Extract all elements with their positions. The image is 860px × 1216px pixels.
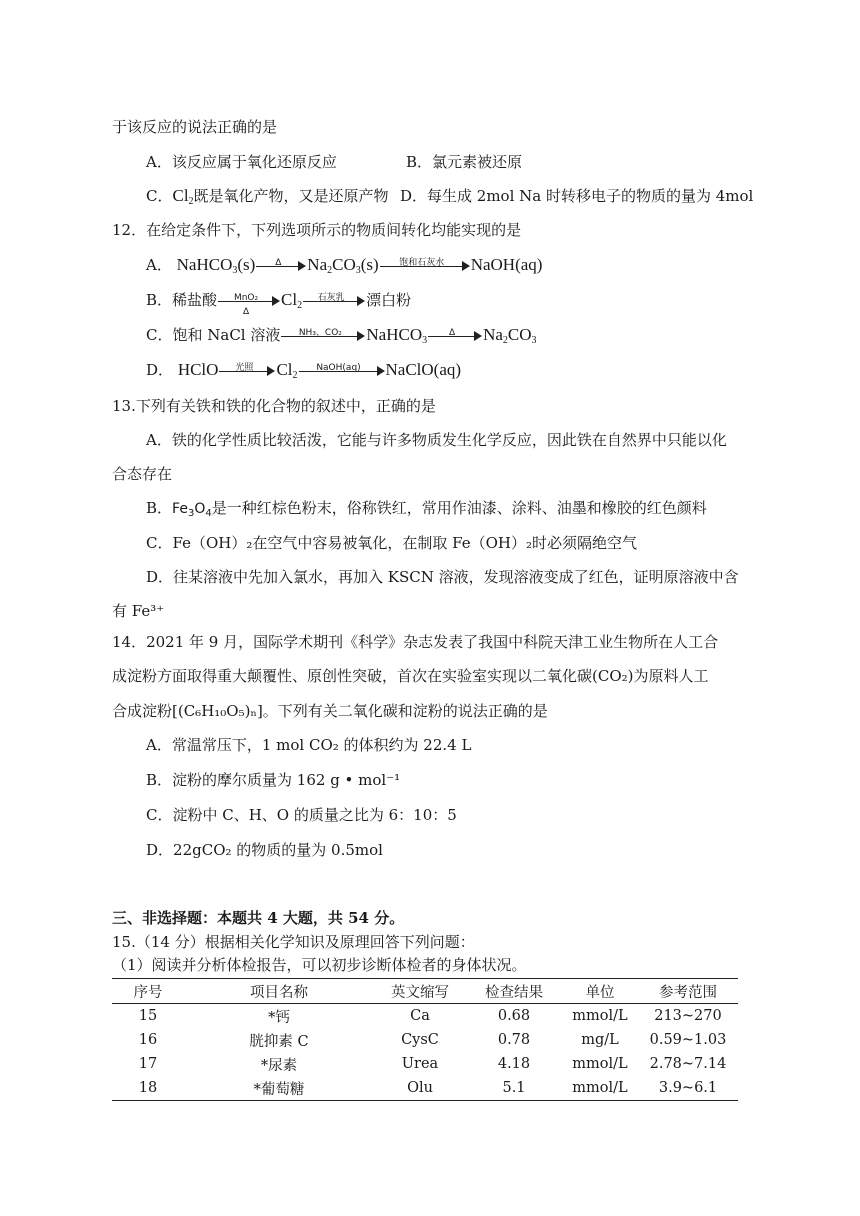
table-row bbox=[112, 1052, 738, 1076]
q12-d-label: D． bbox=[146, 361, 174, 379]
q12-c-product: $Na_2CO_3$ bbox=[483, 325, 537, 346]
q12-option-a bbox=[146, 255, 542, 277]
q13-option-a-line2: 合态存在 bbox=[112, 465, 173, 483]
q14-option-a: A．常温常压下，1 mol CO₂ 的体积约为 22.4 L bbox=[146, 736, 472, 754]
table-cell: 0.68 bbox=[497, 1008, 531, 1024]
health-report-table bbox=[112, 978, 738, 1101]
table-cell: Urea bbox=[401, 1056, 439, 1072]
q12-option-d bbox=[146, 360, 461, 382]
q13-stem: 13.下列有关铁和铁的化合物的叙述中，正确的是 bbox=[112, 397, 436, 415]
q12-b-start: 稀盐酸 bbox=[172, 291, 218, 309]
header-cell: 检查结果 bbox=[466, 979, 562, 1004]
table-header-row bbox=[112, 979, 738, 1004]
table-cell: mg/L bbox=[581, 1032, 619, 1048]
q12-c-intermediate: NaHCO$_3$ bbox=[366, 325, 428, 346]
q12-b-arrow2 bbox=[303, 291, 365, 311]
q11-option-a: A．该反应属于氧化还原反应 bbox=[146, 153, 337, 171]
q11-option-c-prefix: C． bbox=[146, 187, 173, 205]
table-cell: CysC bbox=[401, 1032, 439, 1048]
q11-option-c bbox=[146, 186, 389, 206]
table-cell: 0.78 bbox=[497, 1032, 531, 1048]
q12-c-arrow1-condition: NH₃、CO₂ bbox=[298, 328, 342, 338]
q11-option-b: B．氯元素被还原 bbox=[406, 153, 523, 171]
table-cell: *葡萄糖 bbox=[184, 1076, 374, 1101]
q14-option-d: D．22gCO₂ 的物质的量为 0.5mol bbox=[146, 841, 383, 859]
table-cell: 5.1 bbox=[466, 1076, 562, 1101]
q12-a-reactant: NaHCO$_3$(s) bbox=[176, 255, 256, 276]
q12-d-intermediate: $Cl_2$ bbox=[276, 360, 298, 381]
q13-formula-fe3o4: $Fe_3O_4$ bbox=[172, 501, 212, 519]
q12-d-arrow1 bbox=[219, 361, 275, 381]
q14-stem-line3: 合成淀粉[(C₆H₁₀O₅)ₙ]。下列有关二氧化碳和淀粉的说法正确的是 bbox=[112, 702, 548, 720]
q12-c-label: C． bbox=[146, 326, 173, 344]
q12-d-product: NaClO(aq) bbox=[385, 360, 462, 379]
q14-stem-line1: 14．2021 年 9 月，国际学术期刊《科学》杂志发表了我国中科院天津工业生物所在人工合 bbox=[112, 633, 719, 651]
q11-stem-tail: 于该反应的说法正确的是 bbox=[112, 118, 278, 136]
q12-a-intermediate: $Na_2CO_3(s)$ bbox=[307, 255, 379, 276]
section-3-title: 三、非选择题：本题共 4 大题，共 54 分。 bbox=[112, 909, 405, 927]
q12-b-arrow1 bbox=[218, 291, 280, 317]
q12-a-product: NaOH(aq) bbox=[470, 255, 543, 274]
header-cell: 英文缩写 bbox=[374, 979, 466, 1004]
header-cell: 项目名称 bbox=[184, 979, 374, 1004]
table-cell: 胱抑素 C bbox=[249, 1033, 309, 1050]
q12-c-arrow2-condition: Δ bbox=[449, 328, 456, 338]
q12-c-start: 饱和 NaCl 溶液 bbox=[172, 326, 281, 344]
q12-b-label: B． bbox=[146, 291, 173, 309]
table-cell: 16 bbox=[138, 1032, 158, 1048]
table-cell: 18 bbox=[112, 1076, 184, 1101]
q14-option-c: C．淀粉中 C、H、O 的质量之比为 6：10：5 bbox=[146, 806, 457, 824]
table-cell: mmol/L bbox=[572, 1056, 628, 1072]
table-cell: 4.18 bbox=[497, 1056, 531, 1072]
q12-d-arrow2 bbox=[299, 361, 385, 381]
q12-a-arrow1-condition: Δ bbox=[275, 258, 282, 268]
q11-option-c-text: 既是氧化产物，又是还原产物 bbox=[193, 187, 389, 205]
table-cell: 2.78~7.14 bbox=[649, 1056, 727, 1072]
table-cell: 15 bbox=[138, 1008, 158, 1024]
q13-option-b bbox=[146, 498, 707, 519]
q13-option-d-line2: 有 Fe³⁺ bbox=[112, 602, 165, 620]
q12-d-reactant: HClO bbox=[177, 360, 219, 379]
table-cell: 0.59~1.03 bbox=[649, 1032, 727, 1048]
q12-option-b bbox=[146, 290, 412, 317]
q12-b-arrow1-bottom: Δ bbox=[242, 307, 250, 317]
q13-option-b-text: 是一种红棕色粉末，俗称铁红，常用作油漆、涂料、油墨和橡胶的红色颜料 bbox=[211, 499, 707, 517]
q15-sub1: （1）阅读并分析体检报告，可以初步诊断体检者的身体状况。 bbox=[112, 956, 527, 974]
header-cell: 参考范围 bbox=[638, 979, 738, 1004]
table-row bbox=[112, 1004, 738, 1029]
q12-c-arrow2 bbox=[428, 326, 482, 346]
q13-option-a-line1: A．铁的化学性质比较活泼，它能与许多物质发生化学反应，因此铁在自然界中只能以化 bbox=[146, 431, 727, 449]
q11-option-d: D．每生成 2mol Na 时转移电子的物质的量为 4mol bbox=[400, 187, 754, 205]
q12-stem: 12．在给定条件下，下列选项所示的物质间转化均能实现的是 bbox=[112, 221, 522, 239]
q11-formula-cl2: $Cl_2$ bbox=[172, 186, 194, 207]
header-cell: 序号 bbox=[112, 979, 184, 1004]
q12-option-c bbox=[146, 325, 537, 347]
q13-option-b-prefix: B． bbox=[146, 499, 173, 517]
q12-b-arrow2-condition: 石灰乳 bbox=[317, 293, 345, 303]
q13-option-d-line1: D．往某溶液中先加入氯水，再加入 KSCN 溶液，发现溶液变成了红色，证明原溶液中含 bbox=[146, 568, 739, 586]
table-row bbox=[112, 1028, 738, 1052]
table-cell: *尿素 bbox=[260, 1057, 298, 1074]
q12-a-arrow1 bbox=[256, 256, 306, 276]
q12-d-arrow2-condition: NaOH(aq) bbox=[316, 363, 361, 373]
q14-option-b: B．淀粉的摩尔质量为 162 g • mol⁻¹ bbox=[146, 771, 401, 789]
table-cell: Ca bbox=[410, 1008, 430, 1024]
table-cell: Olu bbox=[374, 1076, 466, 1101]
table-cell: mmol/L bbox=[562, 1076, 638, 1101]
q13-option-c: C．Fe（OH）₂在空气中容易被氧化，在制取 Fe（OH）₂时必须隔绝空气 bbox=[146, 534, 637, 552]
q15-stem: 15.（14 分）根据相关化学知识及原理回答下列问题： bbox=[112, 933, 475, 951]
table-cell: mmol/L bbox=[572, 1008, 628, 1024]
q12-c-arrow1 bbox=[281, 326, 365, 346]
table-cell: 17 bbox=[138, 1056, 158, 1072]
q12-b-intermediate: $Cl_2$ bbox=[281, 290, 303, 311]
q12-a-arrow2 bbox=[380, 256, 470, 276]
header-cell: 单位 bbox=[562, 979, 638, 1004]
q12-b-product: 漂白粉 bbox=[366, 291, 412, 309]
table-cell: 213~270 bbox=[654, 1008, 722, 1024]
q12-d-arrow1-condition: 光照 bbox=[235, 363, 254, 373]
q12-a-arrow2-condition: 饱和石灰水 bbox=[399, 258, 445, 268]
q12-b-arrow1-top: MnO₂ bbox=[233, 293, 259, 303]
table-cell: 3.9~6.1 bbox=[638, 1076, 738, 1101]
table-row bbox=[112, 1076, 738, 1101]
table-cell: *钙 bbox=[268, 1009, 290, 1026]
q12-a-label: A． bbox=[146, 256, 172, 274]
q14-stem-line2: 成淀粉方面取得重大颠覆性、原创性突破，首次在实验室实现以二氧化碳(CO₂)为原料人工 bbox=[112, 667, 709, 685]
